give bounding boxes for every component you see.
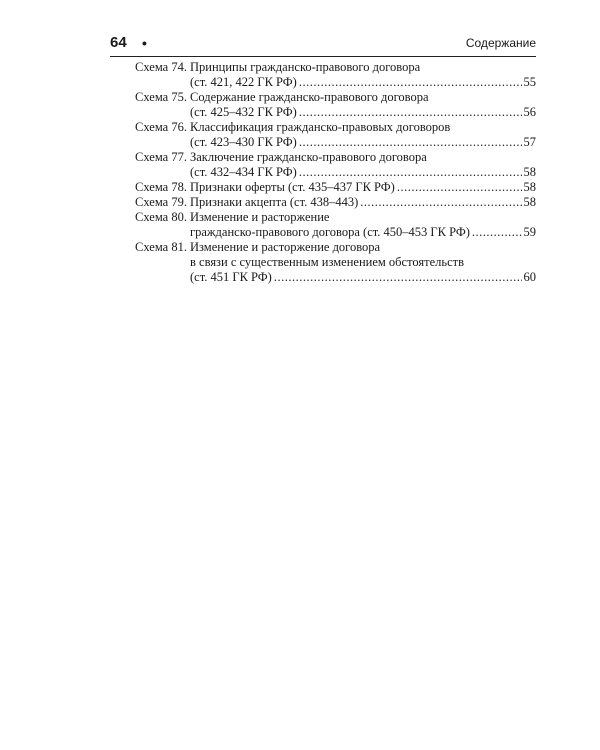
toc-entry-final-line: [190, 105, 536, 120]
toc-entry-title-line: (ст. 425–432 ГК РФ): [190, 105, 297, 119]
toc-entry: [135, 90, 536, 120]
toc-entry: [135, 210, 536, 240]
toc-entry-label: Схема 81.: [135, 240, 187, 254]
toc-entry-label: Схема 78.: [135, 180, 187, 194]
toc-entry-final-line: [190, 195, 536, 210]
toc-entry-page-number: 57: [523, 135, 536, 149]
toc-entry-page-number: 60: [523, 270, 536, 284]
toc-entry-final-line: [190, 225, 536, 240]
dot-leader: [472, 225, 522, 240]
toc-entry-page-number: 58: [523, 195, 536, 209]
toc-entry-title-line: (ст. 432–434 ГК РФ): [190, 165, 297, 179]
toc-entry-final-line: [190, 135, 536, 150]
toc-entry-final-line: [190, 165, 536, 180]
toc-entry-label: Схема 74.: [135, 60, 187, 74]
toc-entry-title-line: Принципы гражданско-правового договора: [190, 60, 421, 74]
dot-leader: [299, 165, 522, 180]
table-of-contents: [135, 60, 536, 285]
toc-entry-label: Схема 80.: [135, 210, 187, 224]
toc-entry-body: [190, 60, 536, 90]
toc-entry-body: [190, 90, 536, 120]
toc-entry-title-line: Изменение и расторжение: [190, 210, 330, 224]
toc-entry-title-line: Заключение гражданско-правового договора: [190, 150, 427, 164]
toc-entry-page-number: 58: [523, 180, 536, 194]
toc-entry: [135, 60, 536, 90]
section-title: Содержание: [465, 36, 536, 50]
dot-leader: [299, 75, 522, 90]
toc-entry: [135, 195, 536, 210]
toc-entry-title-line: Признаки оферты (ст. 435–437 ГК РФ): [190, 180, 395, 194]
toc-entry-final-line: [190, 75, 536, 90]
toc-entry: [135, 240, 536, 285]
dot-leader: [360, 195, 521, 210]
toc-entry-title-line: Признаки акцепта (ст. 438–443): [190, 195, 359, 209]
toc-entry-body: [190, 180, 536, 195]
header-rule: [110, 56, 536, 57]
toc-entry-label: Схема 79.: [135, 195, 187, 209]
toc-entry-title-line: Изменение и расторжение договора: [190, 240, 381, 254]
dot-leader: [274, 270, 522, 285]
toc-entry-body: [190, 240, 536, 285]
header-bullet: •: [142, 35, 147, 51]
dot-leader: [299, 105, 522, 120]
toc-entry-label: Схема 77.: [135, 150, 187, 164]
toc-entry-page-number: 59: [523, 225, 536, 239]
dot-leader: [299, 135, 522, 150]
toc-entry-body: [190, 120, 536, 150]
toc-entry-title-line: Классификация гражданско-правовых договоров: [190, 120, 451, 134]
toc-entry-body: [190, 150, 536, 180]
toc-entry-title-line: (ст. 451 ГК РФ): [190, 270, 272, 284]
toc-entry-label: Схема 76.: [135, 120, 187, 134]
toc-entry-title-line: (ст. 423–430 ГК РФ): [190, 135, 297, 149]
toc-entry-final-line: [190, 180, 536, 195]
toc-entry-title-line: Содержание гражданско-правового договора: [190, 90, 429, 104]
toc-entry-body: [190, 210, 536, 240]
toc-entry: [135, 150, 536, 180]
toc-entry-body: [190, 195, 536, 210]
toc-entry: [135, 120, 536, 150]
toc-entry-page-number: 58: [523, 165, 536, 179]
page-number: 64: [110, 34, 127, 51]
toc-entry-title-line: в связи с существенным изменением обстоятельств: [190, 255, 464, 269]
toc-entry-page-number: 55: [523, 75, 536, 89]
dot-leader: [397, 180, 522, 195]
running-header: [110, 34, 536, 54]
toc-entry-title-line: гражданско-правового договора (ст. 450–453 ГК РФ): [190, 225, 470, 239]
toc-entry-title-line: (ст. 421, 422 ГК РФ): [190, 75, 297, 89]
toc-entry-final-line: [190, 270, 536, 285]
toc-entry: [135, 180, 536, 195]
toc-entry-label: Схема 75.: [135, 90, 187, 104]
toc-entry-page-number: 56: [523, 105, 536, 119]
